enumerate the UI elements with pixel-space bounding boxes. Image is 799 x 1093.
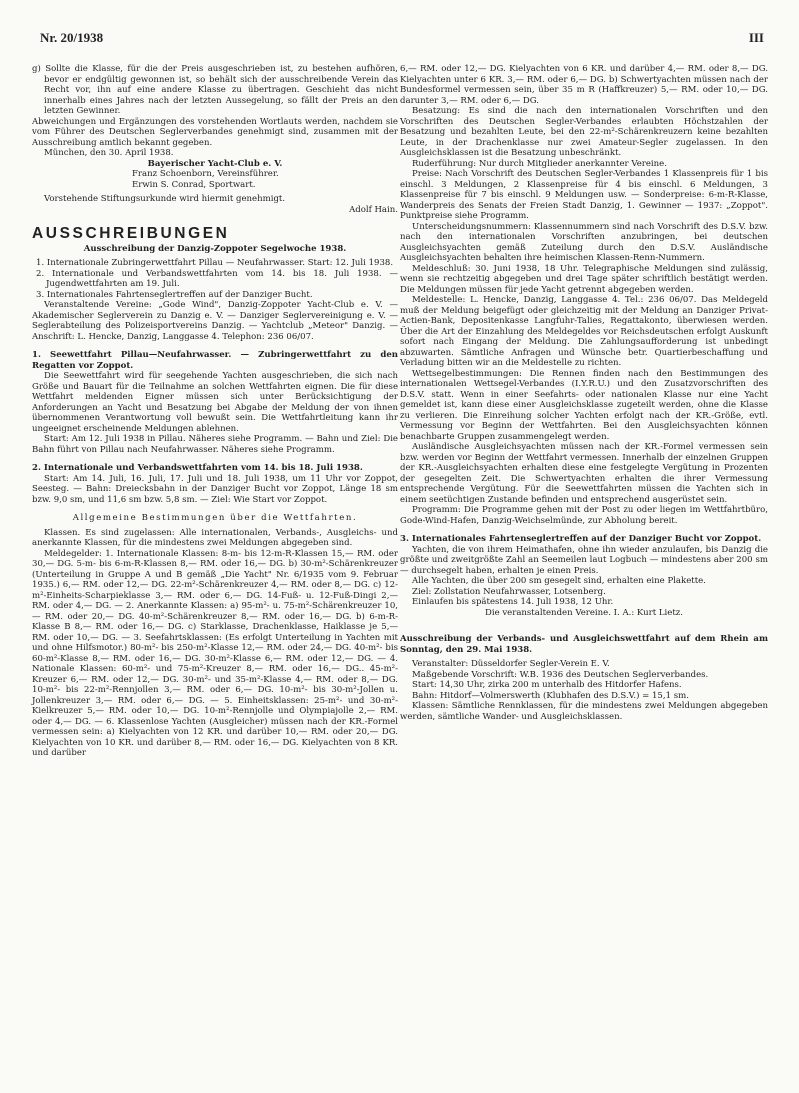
right-column [400, 64, 768, 722]
heading-3: 3. Internationales Fahrtenseglertreffen auf der Danziger Bucht vor Zoppot. [400, 534, 762, 544]
paragraph: Einlaufen bis spätestens 14. Juli 1938, 12 Uhr. [412, 597, 614, 607]
paragraph: Wettsegelbestimmungen: Die Rennen finden nach den Bestimmungen des internationalen Wettsegel-Verbandes (I.Y.R.U.) und den Zusatzvorschriften des D.S.V. statt. Wenn in einer Seefahrts- oder nationalen Klasse nur eine Yacht gemeldet ist, kann diese einer Ausgleichsklasse zugeteilt werden, ohne die Klasse zu verlieren. Die Einreihung solcher Yachten erfolgt nach der KR.-Größe, evtl. Vermessung vor Beginn der Wettfahrten. Bei den Ausgleichsyachten können benachbarte Gruppen zusammengelegt werden. [400, 368, 768, 442]
paragraph: Programm: Die Programme gehen mit der Post zu oder liegen im Wettfahrtbüro, Gode-Wind-Hafen, Danzig-Weichselmünde, zur Abholung bereit. [400, 505, 768, 526]
signature-line: Die veranstaltenden Vereine. I. A.: Kurt Lietz. [484, 607, 683, 618]
paragraph: Alle Yachten, die über 200 sm gesegelt sind, erhalten eine Plakette. [412, 576, 706, 586]
list-item: 3. Internationales Fahrtenseglertreffen auf der Danziger Bucht. [36, 289, 313, 300]
paragraph: Preise: Nach Vorschrift des Deutschen Segler-Verbandes 1 Klassenpreis für 1 bis einschl. 3 Meldungen, 2 Klassenpreise für 4 bis einschl. 6 Meldungen, 3 Klassenpreise für 7 bis einschl. 9 Meldungen usw. — Sonderpreise: 6-m-R-Klasse, Wanderpreis des Senats der Freien Stadt Danzig, 1. Gewinner — 1937: „Zoppot". Punktpreise siehe Programm. [400, 169, 768, 221]
heading-rhein: Ausschreibung der Verbands- und Ausgleichswettfahrt auf dem Rhein am Sonntag, den 29. Mai 1938. [400, 634, 768, 655]
paragraph: Veranstalter: Düsseldorfer Segler-Verein E. V. [412, 659, 610, 669]
paragraph: Start: Am 14. Juli, 16. Juli, 17. Juli und 18. Juli 1938, um 11 Uhr vor Zoppot, Seesteg. — Bahn: Dreiecksbahn in der Danziger Bucht vor Zoppot, Länge 18 sm bzw. 9,0 sm, und 11,6 sm bzw. 5,8 sm. — Ziel: Wie Start vor Zoppot. [32, 473, 398, 505]
signature-2: Erwin S. Conrad, Sportwart. [132, 179, 256, 190]
paragraph: Unterscheidungsnummern: Klassennummern sind nach Vorschrift des D.S.V. bzw. nach den internationalen Vorschriften anzubringen, bei deutschen Ausgleichsyachten gemäß Zuteilung durch den D.S.V. Ausländische Ausgleichsyachten behalten ihre heimischen Klassen-Renn-Nummern. [400, 221, 768, 263]
paragraph: Maßgebende Vorschrift: W.B. 1936 des Deutschen Seglerverbandes. [412, 669, 709, 680]
heading-2: 2. Internationale und Verbandswettfahrten vom 14. bis 18. Juli 1938. [32, 463, 363, 473]
paragraph: Klassen: Sämtliche Rennklassen, für die mindestens zwei Meldungen abgegeben werden, sämtliche Wander- und Ausgleichsklassen. [400, 701, 768, 722]
fees-paragraph: Meldegelder: 1. Internationale Klassen: 8-m- bis 12-m-R-Klassen 15,— RM. oder 30,— DG. 5-m- bis 6-m-R-Klassen 8,— RM. oder 16,— DG. b) 30-m²-Schärenkreuzer (Unterteilung in Gruppe A und B gemäß „Die Yacht" Nr. 6/1935 vom 9. Februar 1935.) 6,— RM. oder 12,— DG. 22-m²-Schärenkreuzer 4,— RM. oder 8,— DG. c) 12-m²-Einheits-Scharpieklasse 3,— RM. oder 6,— DG. 14-Fuß- u. 12-Fuß-Dingi 2,— RM. oder 4,— DG. — 2. Anerkannte Klassen: a) 95-m²- u. 75-m²-Schärenkreuzer 10,— RM. oder 20,— DG. 40-m²-Schärenkreuzer 8,— RM. oder 16,— DG. b) 6-m-R-Klasse B 8,— RM. oder 16,— DG. c) Starklasse, Drachenklasse, Haiklasse je 5,— RM. oder 10,— DG. — 3. Seefahrtsklassen: (Es erfolgt Unterteilung in Yachten mit und ohne Hilfsmotor.) 80-m²- bis 250-m²-Klasse 12,— RM. oder 24,— DG. 40-m²- bis 60-m²-Klasse 8,— RM. oder 16,— DG. 30-m²-Klasse 6,— RM. oder 12,— DG. — 4. Nationale Klassen: 60-m²- und 75-m²-Kreuzer 8,— RM. oder 16,— DG.. 45-m²-Kreuzer 6,— RM. oder 12,— DG. 30-m²- und 35-m²-Klasse 4,— RM. oder 8,— DG. 10-m²- bis 22-m²-Rennjollen 3,— RM. oder 6,— DG. 10-m²- bis 30-m²-Jollen u. Jollenkreuzer 3,— RM. oder 6,— DG. — 5. Einheitsklassen: 25-m²- und 30-m²-Kielkreuzer 5,— RM. oder 10,— DG. 10-m²-Rennjolle und Olympiajolle 2,— RM. oder 4,— DG. — 6. Klassenlose Yachten (Ausgleicher) müssen nach der KR.-Formel vermessen sein: a) Kielyachten von 12 KR. und darüber 10,— RM. oder 20,— DG. Kielyachten von 10 KR. und darüber 8,— RM. oder 16,— DG. Kielyachten von 8 KR. und darüber [32, 548, 398, 758]
event-list [32, 258, 398, 300]
paragraph: Start: Am 12. Juli 1938 in Pillau. Näheres siehe Programm. — Bahn und Ziel: Die Bahn führt von Pillau nach Neufahrwasser. Näheres siehe Programm. [32, 434, 398, 455]
approval-line: Vorstehende Stiftungsurkunde wird hiermit genehmigt. [44, 194, 286, 204]
section-title: AUSSCHREIBUNGEN [32, 225, 230, 242]
signature-1: Franz Schoenborn, Vereinsführer. [132, 169, 279, 179]
paragraph: Meldeschluß: 30. Juni 1938, 18 Uhr. Telegraphische Meldungen sind zulässig, wenn sie rechtzeitig abgegeben und drei Tage später schriftlich bestätigt werden. Die Meldungen müssen für jede Yacht getrennt abgegeben werden. [400, 263, 768, 295]
paragraph: Meldestelle: L. Hencke, Danzig, Langgasse 4. Tel.: 236 06/07. Das Meldegeld muß der Meldung beigefügt oder gleichzeitig mit der Meldung an Danziger Privat-Actien-Bank, Depositenkasse Langfuhr-Talies, Regattakonto, überwiesen werden. Über die Art der Einzahlung des Meldegeldes vor Reichsdeutschen erfolgt Auskunft sofort nach Eingang der Meldung. Die Zahlungsaufforderung ist unbedingt abzuwarten. Sämtliche Anfragen und Wünsche betr. Quartierbeschaffung und Verladung bitten wir an die Meldestelle zu richten. [400, 295, 768, 368]
list-item: 2. Internationale und Verbandswettfahrten vom 14. bis 18. Juli 1938. — Jugendwettfahrten am 19. Juli. [36, 268, 398, 289]
deviations-paragraph: Abweichungen und Ergänzungen des vorstehenden Wortlauts werden, nachdem sie vom Führer des Deutschen Seglerverbandes genehmigt sind, zusammen mit der Ausschreibung amtlich bekannt gegeben. [32, 116, 398, 148]
heading-general-rules: Allgemeine Bestimmungen über die Wettfahrten. [72, 513, 358, 523]
sub-title: Ausschreibung der Danzig-Zoppoter Segelwoche 1938. [83, 243, 347, 254]
paragraph: 6,— RM. oder 12,— DG. Kielyachten von 6 KR. und darüber 4,— RM. oder 8,— DG. Kielyachten unter 6 KR. 3,— RM. oder 6,— DG. b) Schwertyachten müssen nach der Bundesformel vermessen sein, über 35 m R (Haffkreuzer) 5,— RM. oder 10,— DG. darunter 3,— RM. oder 6,— DG. [400, 64, 768, 106]
heading-1: 1. Seewettfahrt Pillau—Neufahrwasser. — Zubringerwettfahrt zu den Regatten vor Zoppot. [32, 350, 398, 371]
date-line: München, den 30. April 1938. [44, 148, 174, 158]
paragraph: Ziel: Zollstation Neufahrwasser, Lotsenberg. [412, 586, 606, 597]
page-header [40, 30, 764, 48]
left-column [32, 64, 398, 759]
paragraph: Yachten, die von ihrem Heimathafen, ohne ihn wieder anzulaufen, bis Danzig die größte und zweitgrößte Zahl an Seemeilen laut Logbuch — mindestens aber 200 sm — durchsegelt haben, erhalten je einen Preis. [400, 544, 768, 576]
club-name: Bayerischer Yacht-Club e. V. [147, 158, 283, 169]
paragraph: Die Seewettfahrt wird für seegehende Yachten ausgeschrieben, die sich nach Größe und Bauart für die Teilnahme an solchen Wettfahrten eignen. Die für diese Wettfahrt meldenden Eigner müssen sich unter Berücksichtigung der Anforderungen an Yacht und Besatzung bei Abgabe der Meldung der von ihnen übernommenen Verantwortung voll bewußt sein. Die Wettfahrtleitung kann ihr ungeeignet erscheinende Meldungen ablehnen. [32, 371, 398, 434]
paragraph: Klassen. Es sind zugelassen: Alle internationalen, Verbands-, Ausgleichs- und anerkannte Klassen, für die mindestens zwei Meldungen abgegeben sind. [32, 527, 398, 548]
approval-signature: Adolf Hain. [349, 204, 398, 215]
clause-g: g) Sollte die Klasse, für die der Preis ausgeschrieben ist, zu bestehen aufhören, bevor er endgültig gewonnen ist, so behält sich der ausschreibende Verein das Recht vor, ihn auf eine andere Klasse zu übertragen. Geschieht das nicht innerhalb eines Jahres nach der letzten Aussegelung, so fällt der Preis an den letzten Gewinner. [32, 64, 398, 116]
paragraph: Ausländische Ausgleichsyachten müssen nach der KR.-Formel vermessen sein bzw. werden vor Beginn der Wettfahrt vermessen. Innerhalb der einzelnen Gruppen der KR.-Ausgleichsyachten erhalten diese eine festgelegte Vergütung in Prozenten der gesegelten Zeit. Die Schwertyachten erhalten die ihrer Vermessung entsprechende Vergütung. Für die Seewettfahrten müssen die Yachten sich in einem seetüchtigen Zustande befinden und entsprechend ausgerüstet sein. [400, 442, 768, 505]
paragraph: Start: 14,30 Uhr, zirka 200 m unterhalb des Hitdorfer Hafens. [412, 680, 682, 690]
page-number: III [748, 30, 764, 45]
list-item: 1. Internationale Zubringerwettfahrt Pillau — Neufahrwasser. Start: 12. Juli 1938. [36, 258, 394, 268]
issue-number: Nr. 20/1938 [40, 30, 104, 45]
organizers-paragraph: Veranstaltende Vereine: „Gode Wind", Danzig-Zoppoter Yacht-Club e. V. — Akademischer Seglerverein zu Danzig e. V. — Danziger Seglervereinigung e. V. — Seglerabteilung des Polizeisportvereins Danzig. — Yachtclub „Meteor" Danzig. — Anschrift: L. Hencke, Danzig, Langgasse 4. Telephon: 236 06/07. [32, 300, 398, 342]
paragraph: Besatzung: Es sind die nach den internationalen Vorschriften und den Vorschriften des Deutschen Segler-Verbandes erlaubten Höchstzahlen der Besatzung und bezahlten Leute, bei den 22-m²-Schärenkreuzern keine bezahlten Leute, in der Drachenklasse nur zwei Amateur-Segler zugelassen. In den Ausgleichsklassen ist die Besatzung unbeschränkt. [400, 106, 768, 158]
paragraph: Bahn: Hitdorf—Volmerswerth (Klubhafen des D.S.V.) = 15,1 sm. [412, 690, 689, 701]
paragraph: Ruderführung: Nur durch Mitglieder anerkannter Vereine. [412, 158, 667, 169]
